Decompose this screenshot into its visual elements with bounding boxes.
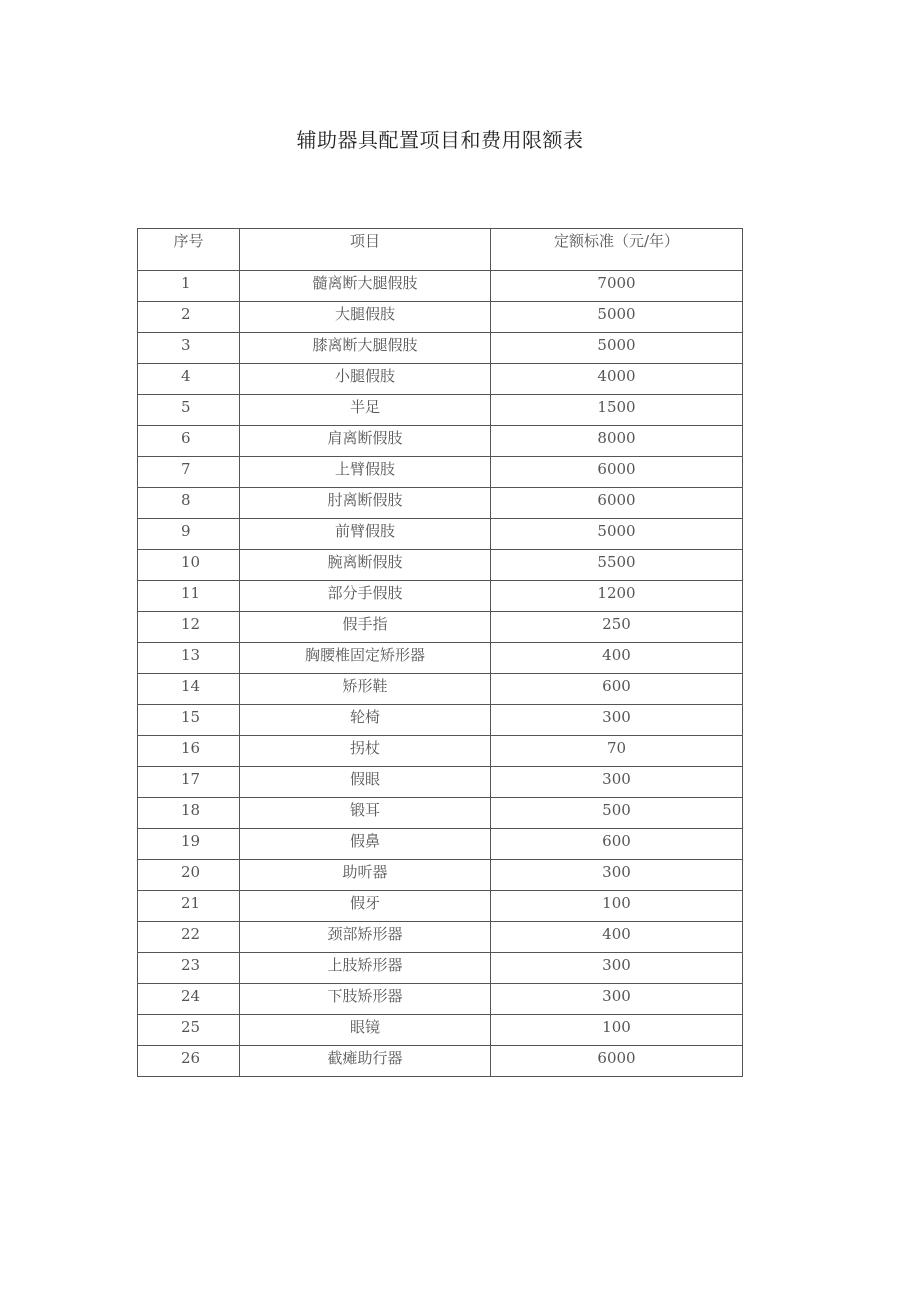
row-serial-number: 23 [138,953,240,984]
row-serial-number: 15 [138,705,240,736]
row-item-name: 前臂假肢 [240,519,491,550]
row-item-name: 眼镜 [240,1015,491,1046]
row-item-name: 截瘫助行器 [240,1046,491,1077]
table-row [138,891,743,922]
row-quota-amount: 7000 [491,271,743,302]
quota-table [137,228,743,1077]
header-serial-number: 序号 [138,229,240,271]
row-quota-amount: 4000 [491,364,743,395]
table-row [138,643,743,674]
table-row [138,767,743,798]
row-item-name: 轮椅 [240,705,491,736]
row-quota-amount: 300 [491,953,743,984]
row-serial-number: 21 [138,891,240,922]
row-quota-amount: 500 [491,798,743,829]
row-serial-number: 26 [138,1046,240,1077]
row-item-name: 髓离断大腿假肢 [240,271,491,302]
row-item-name: 小腿假肢 [240,364,491,395]
row-serial-number: 8 [138,488,240,519]
row-item-name: 假鼻 [240,829,491,860]
row-quota-amount: 5500 [491,550,743,581]
header-quota-standard: 定额标准（元/年） [491,229,743,271]
row-item-name: 半足 [240,395,491,426]
row-quota-amount: 300 [491,984,743,1015]
row-quota-amount: 250 [491,612,743,643]
table-row [138,395,743,426]
table-row [138,581,743,612]
row-quota-amount: 6000 [491,457,743,488]
row-quota-amount: 400 [491,643,743,674]
row-item-name: 腕离断假肢 [240,550,491,581]
row-quota-amount: 5000 [491,302,743,333]
row-serial-number: 22 [138,922,240,953]
table-header-row [138,229,743,271]
row-quota-amount: 100 [491,1015,743,1046]
row-serial-number: 2 [138,302,240,333]
table-row [138,333,743,364]
table-row [138,1015,743,1046]
row-item-name: 假眼 [240,767,491,798]
table-row [138,364,743,395]
row-quota-amount: 100 [491,891,743,922]
row-quota-amount: 1500 [491,395,743,426]
row-serial-number: 5 [138,395,240,426]
row-quota-amount: 6000 [491,488,743,519]
row-item-name: 锻耳 [240,798,491,829]
row-serial-number: 25 [138,1015,240,1046]
row-serial-number: 14 [138,674,240,705]
row-item-name: 助听器 [240,860,491,891]
table-row [138,519,743,550]
table-row [138,922,743,953]
header-item: 项目 [240,229,491,271]
row-quota-amount: 70 [491,736,743,767]
row-serial-number: 17 [138,767,240,798]
document-title: 辅助器具配置项目和费用限额表 [296,128,584,152]
row-item-name: 上臂假肢 [240,457,491,488]
row-serial-number: 16 [138,736,240,767]
row-item-name: 假手指 [240,612,491,643]
row-quota-amount: 1200 [491,581,743,612]
table-row [138,736,743,767]
table-row [138,860,743,891]
row-serial-number: 19 [138,829,240,860]
row-serial-number: 13 [138,643,240,674]
row-item-name: 胸腰椎固定矫形器 [240,643,491,674]
row-serial-number: 9 [138,519,240,550]
row-serial-number: 20 [138,860,240,891]
row-serial-number: 4 [138,364,240,395]
row-item-name: 上肢矫形器 [240,953,491,984]
row-item-name: 大腿假肢 [240,302,491,333]
table-row [138,798,743,829]
table-row [138,984,743,1015]
table-row [138,612,743,643]
row-item-name: 下肢矫形器 [240,984,491,1015]
row-item-name: 假牙 [240,891,491,922]
table-body [138,271,743,1077]
table-row [138,705,743,736]
table-row [138,674,743,705]
table-row [138,488,743,519]
table-row [138,550,743,581]
row-quota-amount: 300 [491,860,743,891]
row-serial-number: 1 [138,271,240,302]
row-quota-amount: 5000 [491,333,743,364]
row-item-name: 拐杖 [240,736,491,767]
row-quota-amount: 5000 [491,519,743,550]
row-item-name: 肩离断假肢 [240,426,491,457]
row-quota-amount: 8000 [491,426,743,457]
row-serial-number: 11 [138,581,240,612]
row-item-name: 膝离断大腿假肢 [240,333,491,364]
row-serial-number: 18 [138,798,240,829]
table-row [138,457,743,488]
row-serial-number: 12 [138,612,240,643]
table-row [138,1046,743,1077]
row-quota-amount: 300 [491,767,743,798]
row-serial-number: 7 [138,457,240,488]
row-quota-amount: 6000 [491,1046,743,1077]
row-item-name: 肘离断假肢 [240,488,491,519]
row-serial-number: 10 [138,550,240,581]
table-row [138,426,743,457]
row-serial-number: 24 [138,984,240,1015]
row-quota-amount: 600 [491,674,743,705]
table-row [138,829,743,860]
row-quota-amount: 600 [491,829,743,860]
row-serial-number: 3 [138,333,240,364]
table-row [138,953,743,984]
row-quota-amount: 400 [491,922,743,953]
row-quota-amount: 300 [491,705,743,736]
row-item-name: 颈部矫形器 [240,922,491,953]
row-item-name: 矫形鞋 [240,674,491,705]
row-item-name: 部分手假肢 [240,581,491,612]
table-row [138,302,743,333]
table-row [138,271,743,302]
row-serial-number: 6 [138,426,240,457]
